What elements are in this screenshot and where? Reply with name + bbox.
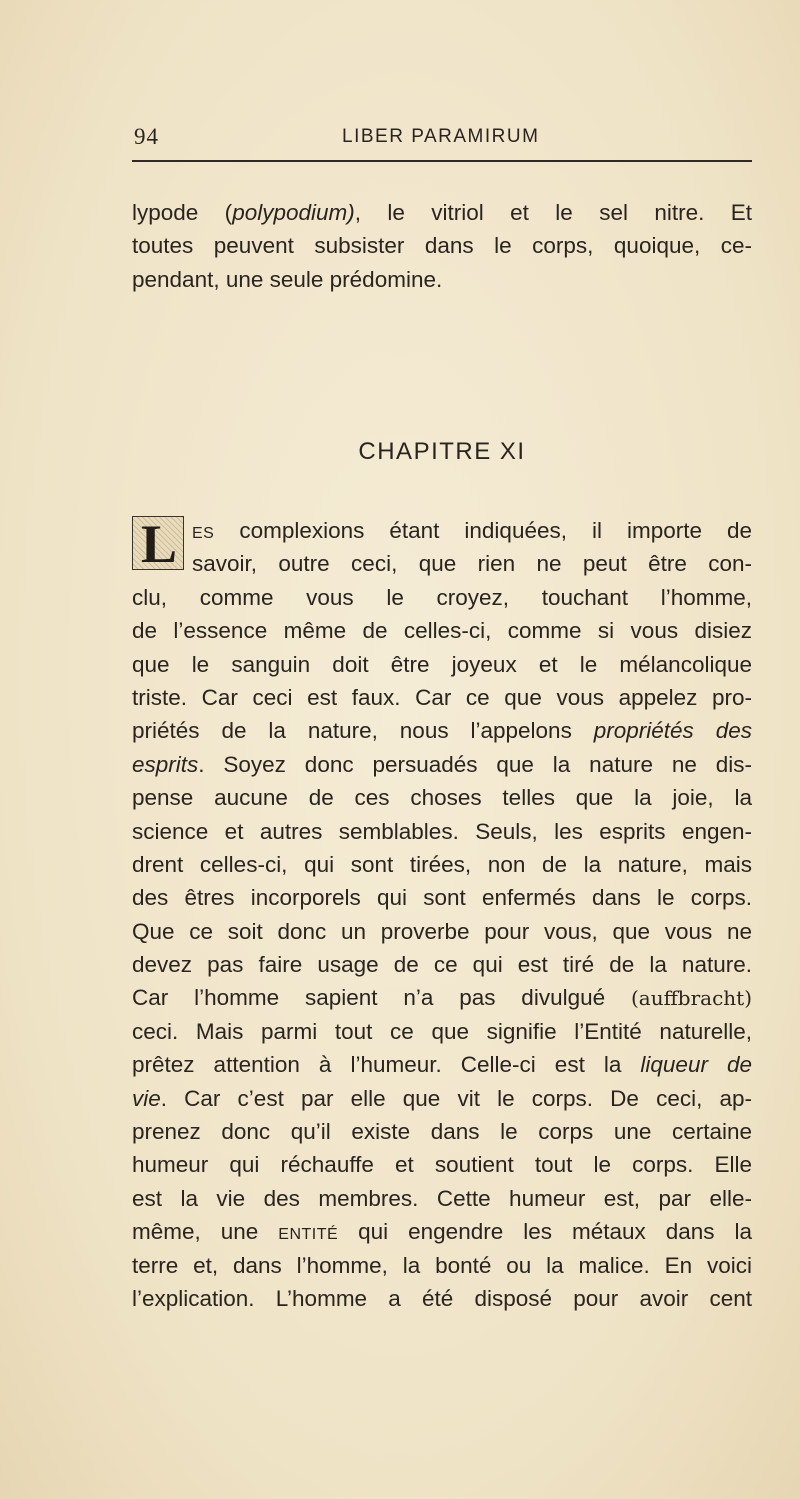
- text-line: humeur qui réchauffe et soutient tout le corps. Elle: [132, 1152, 752, 1178]
- text-line: vie. Car c’est par elle que vit le corps. De ceci, ap-: [132, 1085, 752, 1111]
- text-line: triste. Car ceci est faux. Car ce que vous appelez pro-: [132, 684, 752, 710]
- text-line: prêtez attention à l’humeur. Celle-ci est la liqueur de: [132, 1052, 753, 1078]
- text-line: des êtres incorporels qui sont enfermés dans le corps.: [132, 885, 752, 911]
- text-line: est la vie des membres. Cette humeur est, par elle-: [132, 1185, 752, 1211]
- text-line: Que ce soit donc un proverbe pour vous, que vous ne: [132, 918, 752, 944]
- text-line: l’explication. L’homme a été disposé pour avoir cent: [132, 1285, 752, 1311]
- text-line: devez pas faire usage de ce qui est tiré de la nature.: [132, 952, 752, 978]
- text-line: ceci. Mais parmi tout ce que signifie l’Entité naturelle,: [132, 1018, 752, 1044]
- text-line: que le sanguin doit être joyeux et le mélancolique: [132, 651, 752, 677]
- text-line: prenez donc qu’il existe dans le corps une certaine: [132, 1119, 752, 1145]
- text-line: pendant, une seule prédomine.: [132, 266, 443, 292]
- text-line: priétés de la nature, nous l’appelons propriétés des: [132, 718, 752, 744]
- text-line: Car l’homme sapient n’a pas divulgué (auffbracht): [132, 985, 752, 1011]
- running-head: LIBER PARAMIRUM: [342, 126, 540, 147]
- text-line: clu, comme vous le croyez, touchant l’homme,: [132, 584, 752, 610]
- top-paragraph: [132, 196, 752, 296]
- text-line: pense aucune de ces choses telles que la joie, la: [132, 785, 752, 811]
- text-line: lypode (polypodium), le vitriol et le sel nitre. Et: [132, 200, 752, 225]
- text-line: toutes peuvent subsister dans le corps, quoique, ce-: [132, 233, 752, 259]
- text-line: savoir, outre ceci, que rien ne peut être con-: [192, 551, 752, 577]
- text-line: même, une entité qui engendre les métaux dans la: [132, 1219, 752, 1245]
- text-line: es complexions étant indiquées, il importe de: [192, 518, 752, 543]
- page-number: 94: [134, 124, 159, 149]
- text-line: science et autres semblables. Seuls, les esprits engen-: [132, 818, 752, 844]
- text-line: de l’essence même de celles-ci, comme si vous disiez: [132, 618, 752, 644]
- header-rule: [132, 160, 752, 162]
- text-line: terre et, dans l’homme, la bonté ou la malice. En voici: [132, 1252, 752, 1278]
- text-line: drent celles-ci, qui sont tirées, non de la nature, mais: [132, 851, 752, 877]
- text-line: esprits. Soyez donc persuadés que la nature ne dis-: [132, 751, 752, 777]
- dropcap-letter: L: [140, 514, 178, 574]
- chapter-paragraph: [132, 514, 752, 1315]
- page-header: [130, 120, 750, 160]
- chapter-title: CHAPITRE XI: [358, 438, 526, 465]
